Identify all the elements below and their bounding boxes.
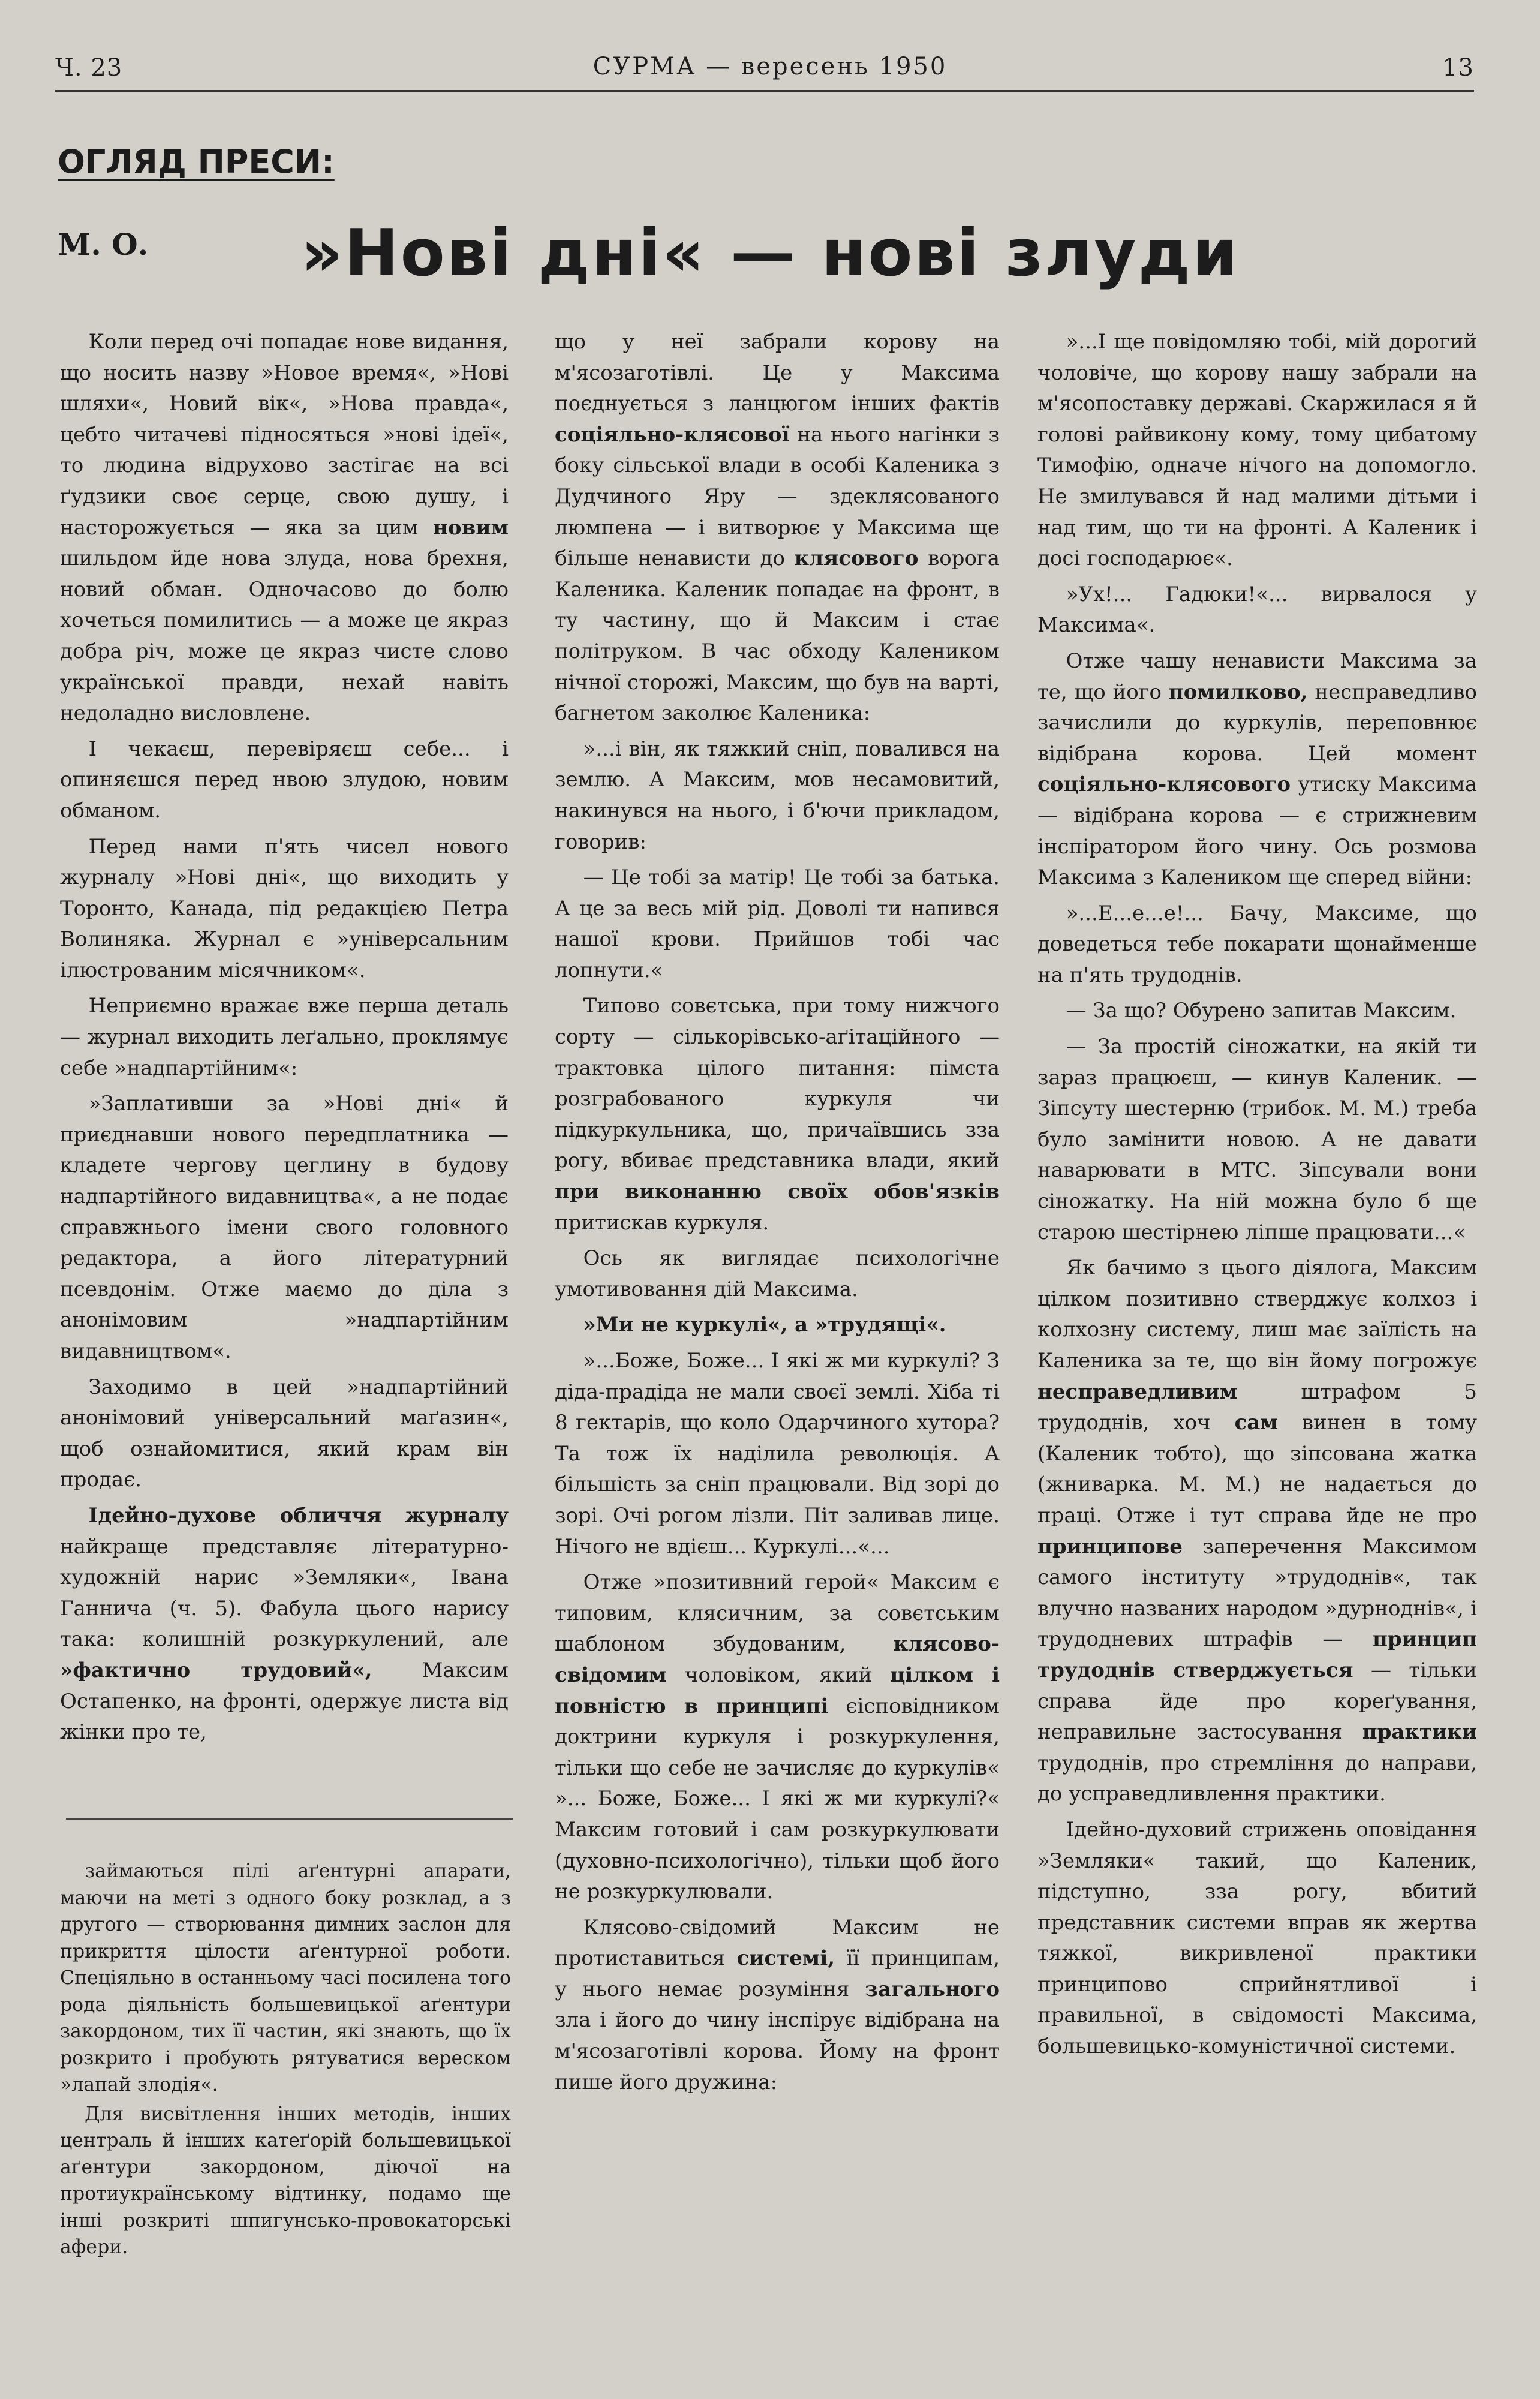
paragraph: Ідейно-духове обличчя журналу найкраще представляє літературно-художній нарис »Земляки«, Івана Ганнича (ч. 5). Фабула цього нарису така: колишній розкуркулений, але »фактично трудовий«, Максим Остапенко, на фронті, одержує листа від жінки про те, [60, 1503, 509, 1745]
quote: »...і він, як тяжкий сніп, повалився на землю. А Максим, мов несамовитий, накинувся на нього, і б'ючи прикладом, говорив: [555, 736, 1000, 854]
column-1 [60, 327, 509, 1748]
article-title: »Нові дні« — нові злуди [300, 216, 1240, 291]
header-rule [55, 90, 1474, 92]
issue-number: Ч. 23 [55, 54, 123, 82]
paragraph: Клясово-свідомий Максим не протиставиться системі, її принципам, у нього немає розуміння загального зла і його до чину інспірує відібрана на м'ясозаготівлі корова. Йому на фронт пише його дружина: [555, 1915, 1000, 2094]
subheading: »Ми не куркулі«, а »трудящі«. [583, 1313, 946, 1337]
page-number: 13 [1442, 54, 1474, 82]
paragraph: І чекаєш, перевіряєш себе... і опиняєшся перед нвою злудою, новим обманом. [60, 736, 509, 823]
paragraph: Отже чашу ненависти Максима за те, що його помилково, несправедливо зачислили до куркулів, переповнює відібрана корова. Цей момент соціяльно-клясового утиску Максима — відібрана корова — є стрижневим інспіратором його чину. Ось розмова Максима з Калеником ще сперед війни: [1037, 648, 1477, 890]
quote: — За простій сіножатки, на якій ти зараз працюєш, — кинув Каленик. — Зіпсуту шестерню (трибок. М. М.) треба було замінити новою. А не давати наварювати в МТС. Зіпсували вони сіножатку. На ній можна було б ще старою шестірнею ліпше працювати...« [1037, 1035, 1477, 1244]
paragraph: »Заплативши за »Нові дні« й приєднавши нового передплатника — кладете чергову цеглину в будову надпартійного видавництва«, а не подає справжнього імени свого головного редактора, а його літературний псевдонім. Отже маємо до діла з анонімовим »надпартійним видавництвом«. [60, 1092, 509, 1363]
paragraph: Для висвітлення інших методів, інших централь й інших катеґорій большевицької аґентури закордоном, діючої на протиукраїнському відтинку, подамо ще інші розкриті шпигунсько-провокаторські афери. [60, 2103, 511, 2258]
paragraph: Ідейно-духовий стрижень оповідання »Земляки« такий, що Каленик, підступно, зза рогу, вбитий представник системи вправ як жертва тяжкої, викривленої практики принципово сприйнятливої і правильної, в свідомості Максима, большевицько-комуністичної системи. [1037, 1817, 1477, 2059]
quote: — За що? Обурено запитав Максим. [1066, 999, 1457, 1023]
quote: »...І ще повідомляю тобі, мій дорогий чоловіче, що корову нашу забрали на м'ясопоставку державі. Скаржилася я й голові райвикону кому, тому цибатому Тимофію, одначе нічого на допомогло. Не змилувався й над малими дітьми і над тим, що ти на фронті. А Каленик і досі господарює«. [1037, 330, 1477, 571]
quote: »...Боже, Боже... І які ж ми куркулі? З діда-прадіда не мали своєї землі. Хіба ті 8 гектарів, що коло Одарчиного хутора? Та тож їх наділила революція. А більшість за сніп працювали. Від зорі до зорі. Очі рогом лізли. Піт заливав лице. Нічого не вдієш... Куркулі...«... [555, 1349, 1000, 1559]
author-initials: М. О. [58, 227, 149, 262]
paragraph: Як бачимо з цього діялога, Максим цілком позитивно стверджує колхоз і колхозну систему, лиш має заїлість на Каленика за те, що він йому погрожує несправедливим штрафом 5 трудоднів, хоч сам винен в тому (Каленик тобто), що зіпсована жатка (жниварка. М. М.) не надається до праці. Отже і тут справа йде не про принципове заперечення Максимом самого інституту »трудоднів«, так влучно названих народом »дурноднів«, і трудодневих штрафів — принцип трудоднів стверджується — тільки справа йде про кореґування, неправильне застосування практики трудоднів, про стремління до направи, до усправедливлення практики. [1037, 1256, 1478, 1806]
paragraph: Заходимо в цей »надпартійний анонімовий універсальний маґазин«, щоб ознайомитися, який крам він продає. [60, 1375, 509, 1492]
paragraph: займаються пілі аґентурні апарати, маючи на меті з одного боку розклад, а з другого — створювання димних заслон для прикриття цілости аґентурної роботи. Спеціяльно в останньому часі посилена того рода діяльність большевицької аґентури закордоном, тих її частин, які знають, що їх розкрито і пробують рятуватися вереском »лапай злодія«. [60, 1860, 511, 2096]
running-title: СУРМА — вересень 1950 [592, 53, 948, 80]
paragraph: Типово совєтська, при тому нижчого сорту — сількорівсько-аґітаційного — трактовка цілого питання: пімста розграбованого куркуля чи підкуркульника, що, причаївшись зза рогу, вбиває представника влади, який при виконанню своїх обов'язків притискав куркуля. [555, 994, 1000, 1235]
paragraph: Ось як виглядає психологічне умотивовання дій Максима. [555, 1246, 1000, 1301]
paragraph: Перед нами п'ять чисел нового журналу »Нові дні«, що виходить у Торонто, Канада, під редакцією Петра Волиняка. Журнал є »універсальним ілюстрованим місячником«. [60, 834, 509, 982]
paragraph: Отже »позитивний герой« Максим є типовим, клясичним, за совєтським шаблоном збудованим, клясово-свідомим чоловіком, який цілком і повністю в принципі єісповідником доктрини куркуля і розкуркулення, тільки що себе не зачисляє до куркулів« »... Боже, Боже... І які ж ми куркулі?« Максим готовий і сам розкуркулювати (духовно-психологічно), тільки щоб його не розкуркулювали. [555, 1570, 1000, 1904]
section-label: ОГЛЯД ПРЕСИ: [58, 143, 335, 181]
column-2 [555, 327, 1000, 2098]
footnote-divider [66, 1818, 513, 1820]
column-3 [1037, 327, 1477, 2063]
quote: »Ух!... Гадюки!«... вирвалося у Максима«. [1037, 582, 1477, 638]
paragraph: Неприємно вражає вже перша деталь — журнал виходить леґально, проклямує себе »надпартійним«: [60, 994, 509, 1080]
paragraph: що у неї забрали корову на м'ясозаготівлі. Це у Максима поєднується з ланцюгом інших фактів соціяльно-клясової на нього нагінки з боку сільської влади в особі Каленика з Дудчиного Яру — здеклясованого люмпена — і витворює у Максима ще більше ненависти до клясового ворога Каленика. Каленик попадає на фронт, в ту частину, що й Максим і стає політруком. В час обходу Калеником нічної сторожі, Максим, що був на варті, багнетом заколює Каленика: [555, 330, 1000, 726]
paragraph: Коли перед очі попадає нове видання, що носить назву »Новое время«, »Нові шляхи«, Новий вік«, »Нова правда«, цебто читачеві підносяться »нові ідеї«, то людина відрухово застігає на всі ґудзики своє серце, свою душу, і насторожується — яка за цим новим шильдом йде нова злуда, нова брехня, новий обман. Одночасово до болю хочеться помилитись — а може це якраз добра річ, може це якраз чисте слово української правди, нехай навіть недоладно висловлене. [60, 330, 509, 726]
quote: »...Е...е...е!... Бачу, Максиме, що доведеться тебе покарати щонайменше на п'ять трудоднів. [1037, 901, 1477, 987]
quote: — Це тобі за матір! Це тобі за батька. А це за весь мій рід. Доволі ти напився нашої крови. Прийшов тобі час лопнути.« [555, 865, 1000, 982]
footnote [60, 1858, 511, 2261]
